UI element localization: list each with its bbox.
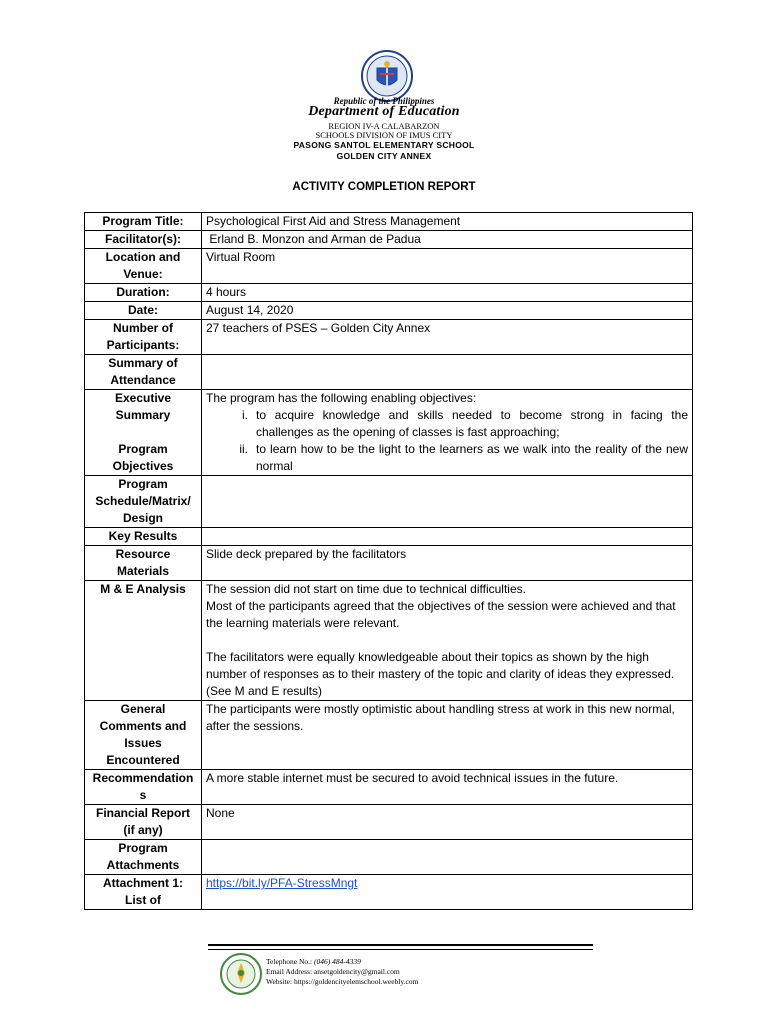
footer-divider <box>208 944 593 946</box>
email-address: ansetgoldencity@gmail.com <box>313 967 400 976</box>
objective-item: i. to acquire knowledge and skills needed to become strong in facing the challenges as the opening of classes is fast approaching; <box>242 408 688 439</box>
department-name: Department of Education <box>308 104 460 119</box>
row-label-schedule: Program Schedule/Matrix/ Design <box>85 476 202 528</box>
website-address: https://goldencityelemschool.weebly.com <box>293 977 419 986</box>
table-row <box>85 213 693 231</box>
row-value-participants: 27 teachers of PSES – Golden City Annex <box>202 320 693 355</box>
report-title: ACTIVITY COMPLETION REPORT <box>292 181 476 193</box>
school-logo-icon <box>220 953 262 995</box>
row-label-resource: Resource Materials <box>85 546 202 581</box>
row-label-comments: General Comments and Issues Encountered <box>85 701 202 770</box>
row-label-executive-summary: Executive Summary Program Objectives <box>85 390 202 476</box>
objective-item: ii. to learn how to be the light to the learners as we walk into the reality of the new normal <box>239 442 688 473</box>
row-value-date: August 14, 2020 <box>202 302 693 320</box>
row-label-program-title: Program Title: <box>85 213 202 231</box>
telephone-number: (046) 484-4339 <box>314 957 361 966</box>
row-label-facilitators: Facilitator(s): <box>85 231 202 249</box>
row-value-financial: None <box>202 805 693 840</box>
row-label-date: Date: <box>85 302 202 320</box>
table-row <box>85 701 693 770</box>
row-label-key-results: Key Results <box>85 528 202 546</box>
row-value-recommendations: A more stable internet must be secured to avoid technical issues in the future. <box>202 770 693 805</box>
row-value-comments: The participants were mostly optimistic about handling stress at work in this new normal, after the sessions. <box>202 701 693 770</box>
row-label-recommendations: Recommendation s <box>85 770 202 805</box>
table-row <box>85 476 693 528</box>
row-value-key-results <box>202 528 693 546</box>
row-value-me-analysis: The session did not start on time due to technical difficulties. Most of the participants agreed that the objectives of the session were achieved and that the learning materials were relevant. The facilitators were equally knowledgeable about their topics as shown by the high number of responses as to their mastery of the topic and clarity of ideas they expressed. (See M and E results) <box>202 581 693 701</box>
table-row <box>85 770 693 805</box>
school-name: PASONG SANTOL ELEMENTARY SCHOOL <box>293 140 475 150</box>
table-row <box>85 320 693 355</box>
row-label-financial: Financial Report (if any) <box>85 805 202 840</box>
division-line: SCHOOLS DIVISION OF IMUS CITY <box>315 130 453 140</box>
row-value-location: Virtual Room <box>202 249 693 284</box>
row-label-attachment-1: Attachment 1: List of <box>85 875 202 910</box>
row-value-program-title: Psychological First Aid and Stress Management <box>202 213 693 231</box>
footer-divider <box>208 949 593 950</box>
row-value-attachment-1 <box>202 875 693 910</box>
region-line: REGION IV-A CALABARZON <box>328 121 440 131</box>
row-label-participants: Number of Participants: <box>85 320 202 355</box>
table-row <box>85 805 693 840</box>
report-table <box>84 212 693 910</box>
objectives-intro: The program has the following enabling objectives: <box>206 391 477 405</box>
row-label-duration: Duration: <box>85 284 202 302</box>
table-row <box>85 581 693 701</box>
row-value-duration: 4 hours <box>202 284 693 302</box>
row-label-location: Location and Venue: <box>85 249 202 284</box>
table-row <box>85 302 693 320</box>
row-value-attendance <box>202 355 693 390</box>
row-label-me-analysis: M & E Analysis <box>85 581 202 701</box>
table-row <box>85 528 693 546</box>
row-value-attachments <box>202 840 693 875</box>
school-annex: GOLDEN CITY ANNEX <box>336 151 432 161</box>
row-value-facilitators: Erland B. Monzon and Arman de Padua <box>202 231 693 249</box>
republic-line: Republic of the Philippines <box>333 96 435 106</box>
footer-contact: Telephone No.: (046) 484-4339 Email Address: ansetgoldencity@gmail.com Website: https://goldencityelemschool.weebly.com <box>266 957 419 986</box>
attachment-link[interactable]: https://bit.ly/PFA-StressMngt <box>206 876 358 890</box>
table-row <box>85 390 693 476</box>
table-row <box>85 231 693 249</box>
table-row <box>85 875 693 910</box>
deped-seal-icon <box>361 50 413 102</box>
row-label-attendance: Summary of Attendance <box>85 355 202 390</box>
row-label-attachments: Program Attachments <box>85 840 202 875</box>
row-value-schedule <box>202 476 693 528</box>
table-row <box>85 840 693 875</box>
row-value-resource: Slide deck prepared by the facilitators <box>202 546 693 581</box>
row-value-executive-summary <box>202 390 693 476</box>
table-row <box>85 546 693 581</box>
table-row <box>85 284 693 302</box>
table-row <box>85 355 693 390</box>
table-row <box>85 249 693 284</box>
